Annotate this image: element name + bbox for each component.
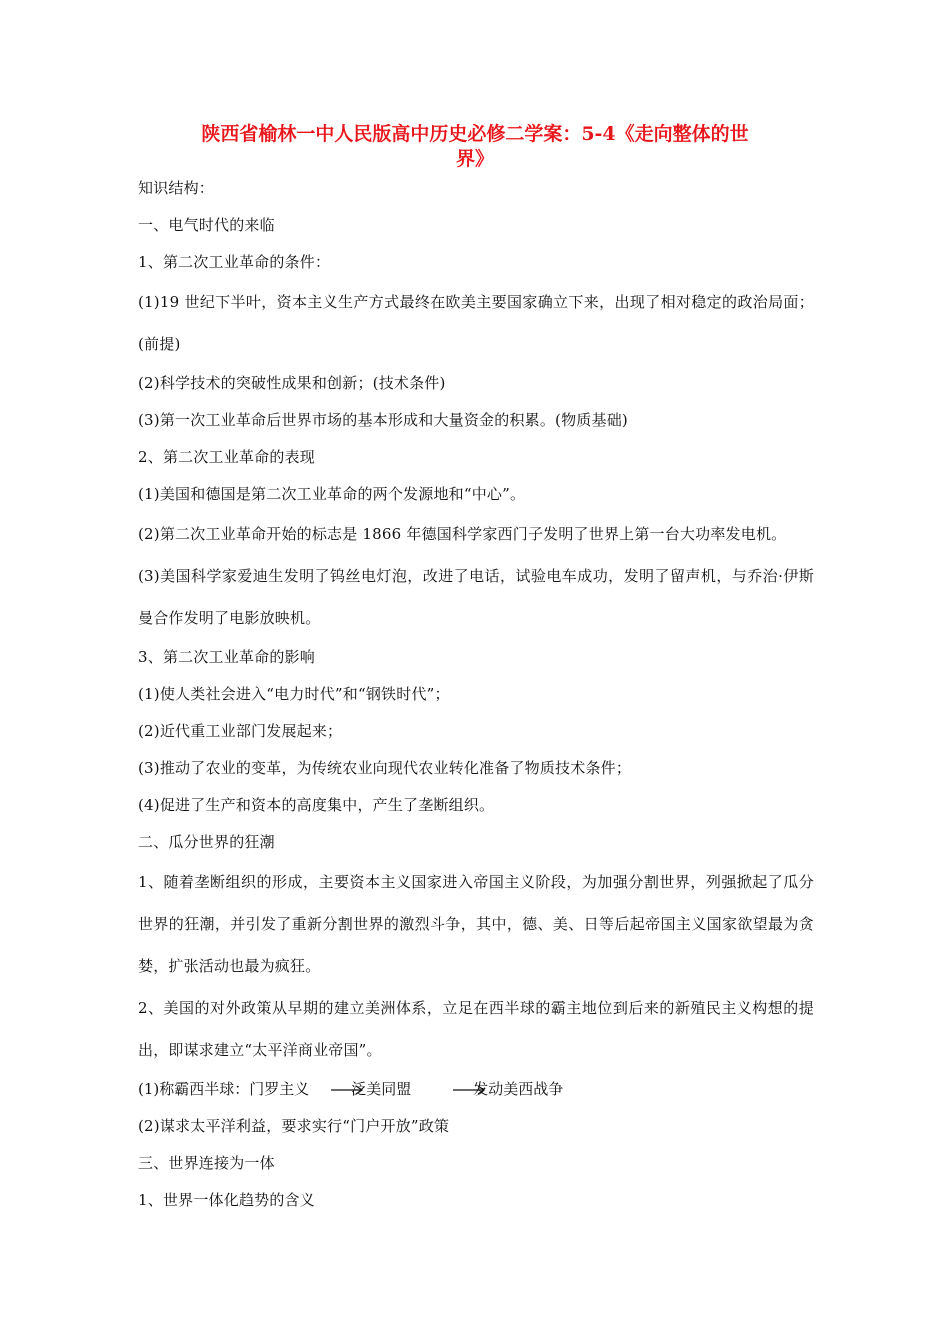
- right-arrow-icon: [331, 1084, 365, 1096]
- section-1-heading: 一、电气时代的来临: [138, 216, 275, 234]
- section-1-3-paragraph-1: (1)使人类社会进入“电力时代”和“钢铁时代”；: [138, 685, 450, 703]
- page-title: [140, 122, 810, 172]
- section-1-3-heading: 3、第二次工业革命的影响: [138, 648, 315, 666]
- section-1-2-paragraph-1: (1)美国和德国是第二次工业革命的两个发源地和“中心”。: [138, 485, 526, 503]
- flow-label: (1)称霸西半球：门罗主义: [138, 1080, 310, 1098]
- section-1-1-paragraph-2: (2)科学技术的突破性成果和创新；(技术条件): [138, 374, 446, 392]
- right-arrow-icon: [453, 1084, 487, 1096]
- hegemony-flow: [138, 1071, 814, 1108]
- section-1-1-heading: 1、第二次工业革命的条件：: [138, 253, 331, 271]
- section-1-2-paragraph-3: (3)美国科学家爱迪生发明了钨丝电灯泡，改进了电话，试验电车成功，发明了留声机，与乔治·伊斯曼合作发明了电影放映机。: [138, 567, 814, 627]
- section-2-heading: 二、瓜分世界的狂潮: [138, 833, 275, 851]
- section-1-1-paragraph-3: (3)第一次工业革命后世界市场的基本形成和大量资金的积累。(物质基础): [138, 411, 628, 429]
- page-title-line-1: 陕西省榆林一中人民版高中历史必修二学案：5-4《走向整体的世: [201, 123, 749, 145]
- section-3-1-heading: 1、世界一体化趋势的含义: [138, 1191, 315, 1209]
- structure-label: 知识结构：: [138, 179, 215, 197]
- section-1-2-heading: 2、第二次工业革命的表现: [138, 448, 315, 466]
- section-2-paragraph-1: 1、随着垄断组织的形成，主要资本主义国家进入帝国主义阶段，为加强分割世界，列强掀起了瓜分世界的狂潮，并引发了重新分割世界的激烈斗争，其中，德、美、日等后起帝国主义国家欲望最为贪婪，扩张活动也最为疯狂。: [138, 873, 814, 975]
- section-3-heading: 三、世界连接为一体: [138, 1154, 275, 1172]
- section-1-3-paragraph-3: (3)推动了农业的变革，为传统农业向现代农业转化准备了物质技术条件；: [138, 759, 632, 777]
- section-1-3-paragraph-2: (2)近代重工业部门发展起来；: [138, 722, 343, 740]
- section-1-1-paragraph-1: (1)19 世纪下半叶，资本主义生产方式最终在欧美主要国家确立下来，出现了相对稳定的政治局面；(前提): [138, 293, 814, 353]
- section-1-2-paragraph-2: (2)第二次工业革命开始的标志是 1866 年德国科学家西门子发明了世界上第一台大功率发电机。: [138, 525, 787, 543]
- page-title-line-2: 界》: [455, 148, 494, 170]
- section-2-paragraph-3: (2)谋求太平洋利益，要求实行“门户开放”政策: [138, 1117, 450, 1135]
- section-1-3-paragraph-4: (4)促进了生产和资本的高度集中，产生了垄断组织。: [138, 796, 495, 814]
- section-2-paragraph-2: 2、美国的对外政策从早期的建立美洲体系，立足在西半球的霸主地位到后来的新殖民主义构想的提出，即谋求建立“太平洋商业帝国”。: [138, 999, 814, 1059]
- document-body: [138, 170, 814, 1219]
- flow-step-2: 发动美西战争: [473, 1080, 564, 1098]
- flow-step-1: 泛美同盟: [351, 1080, 412, 1098]
